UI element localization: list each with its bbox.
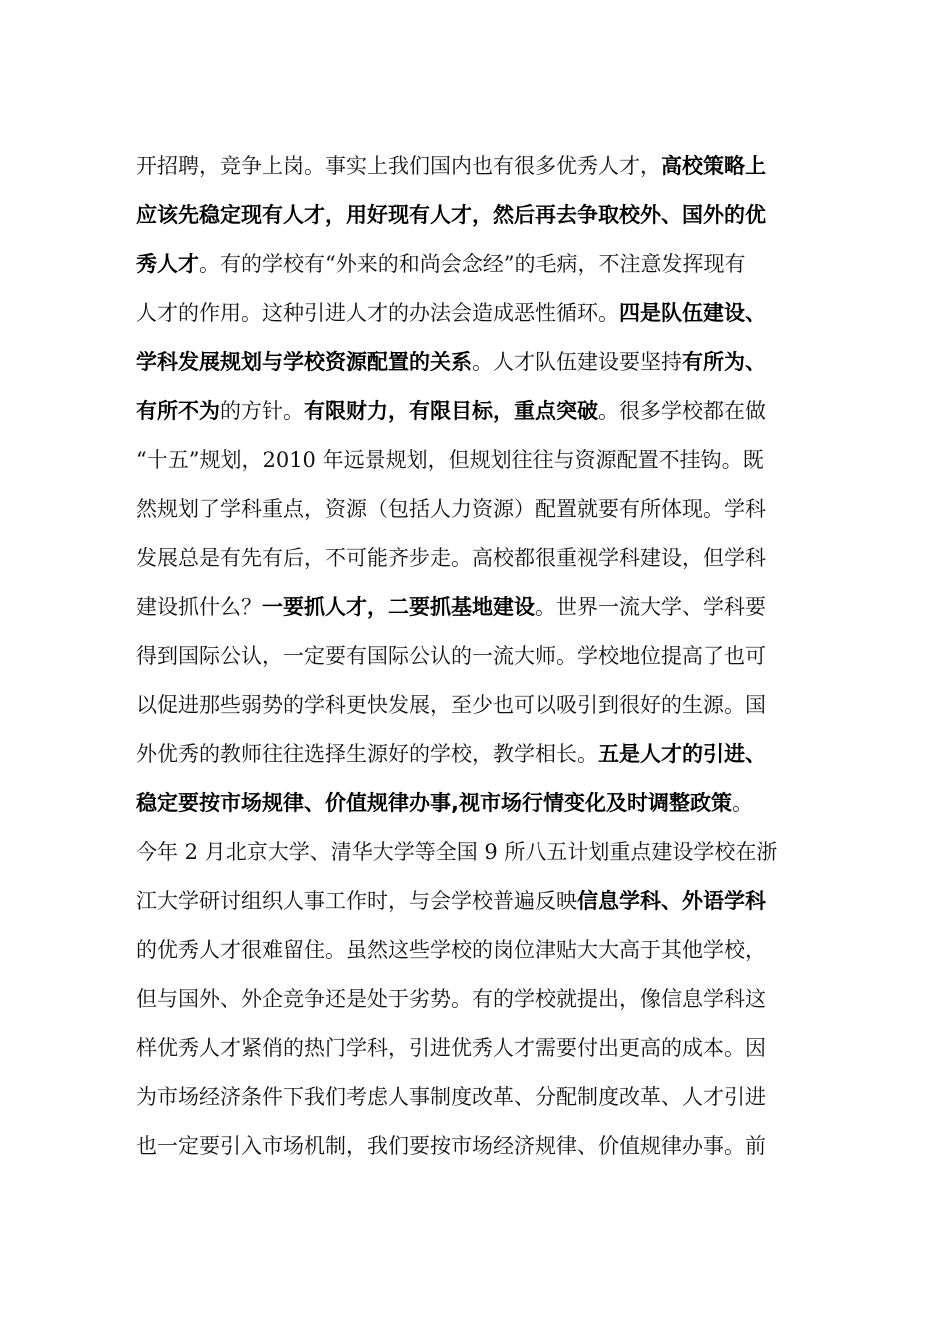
bold-text-run: 有所不为 — [136, 399, 220, 423]
text-line — [136, 877, 826, 926]
text-run: 外优秀的教师往往选择生源好的学校，教学相长。 — [136, 742, 598, 766]
text-run: 的优秀人才很难留住。虽然这些学校的岗位津贴大大高于其他学校， — [136, 938, 766, 962]
body-text — [136, 142, 826, 1171]
bold-text-run: 信息学科、外语学科 — [577, 889, 766, 913]
text-line — [136, 289, 826, 338]
bold-text-run: 有所为、 — [682, 350, 766, 374]
text-line — [136, 1024, 826, 1073]
text-run: 江大学研讨组织人事工作时，与会学校普遍反映 — [136, 889, 577, 913]
text-line — [136, 485, 826, 534]
text-run: 。人才队伍建设要坚持 — [472, 350, 682, 374]
text-run: 以促进那些弱势的学科更快发展，至少也可以吸引到很好的生源。国 — [136, 693, 766, 717]
text-line — [136, 142, 826, 191]
text-line — [136, 779, 826, 828]
text-run: 。世界一流大学、学科要 — [535, 595, 766, 619]
text-line — [136, 828, 826, 877]
text-line — [136, 436, 826, 485]
text-line — [136, 926, 826, 975]
text-run: 样优秀人才紧俏的热门学科，引进优秀人才需要付出更高的成本。因 — [136, 1036, 766, 1060]
text-run: 。很多学校都在做 — [598, 399, 766, 423]
text-run: 。 — [731, 791, 753, 815]
text-run: 。有的学校有“外来的和尚会念经”的毛病，不注意发挥现有 — [199, 252, 746, 276]
bold-text-run: 秀人才 — [136, 252, 199, 276]
text-run: 得到国际公认，一定要有国际公认的一流大师。学校地位提高了也可 — [136, 644, 766, 668]
text-run: 的方针。 — [220, 399, 304, 423]
text-run: 也一定要引入市场机制，我们要按市场经济规律、价值规律办事。前 — [136, 1134, 766, 1158]
text-line — [136, 191, 826, 240]
text-line — [136, 240, 826, 289]
bold-text-run: 四是队伍建设、 — [619, 301, 766, 325]
text-run: 发展总是有先有后，不可能齐步走。高校都很重视学科建设，但学科 — [136, 546, 766, 570]
bold-text-run: 有限财力，有限目标，重点突破 — [304, 399, 598, 423]
text-line — [136, 975, 826, 1024]
text-run: 建设抓什么？ — [136, 595, 262, 619]
text-run: “十五”规划，2010 年远景规划，但规划往往与资源配置不挂钩。既 — [136, 448, 764, 472]
bold-text-run: 一要抓人才，二要抓基地建设 — [262, 595, 535, 619]
text-line — [136, 1122, 826, 1171]
text-line — [136, 534, 826, 583]
bold-text-run: 五是人才的引进、 — [598, 742, 766, 766]
text-line — [136, 1073, 826, 1122]
text-run: 为市场经济条件下我们考虑人事制度改革、分配制度改革、人才引进 — [136, 1085, 766, 1109]
text-run: 开招聘，竞争上岗。事实上我们国内也有很多优秀人才， — [136, 154, 661, 178]
text-line — [136, 338, 826, 387]
bold-text-run: 学科发展规划与学校资源配置的关系 — [136, 350, 472, 374]
text-line — [136, 730, 826, 779]
bold-text-run: 应该先稳定现有人才，用好现有人才，然后再去争取校外、国外的优 — [136, 203, 766, 227]
bold-text-run: 稳定要按市场规律、价值规律办事,视市场行情变化及时调整政策 — [136, 791, 732, 815]
text-run: 然规划了学科重点，资源（包括人力资源）配置就要有所体现。学科 — [136, 497, 766, 521]
bold-text-run: 高校策略上 — [661, 154, 766, 178]
text-line — [136, 583, 826, 632]
text-run: 人才的作用。这种引进人才的办法会造成恶性循环。 — [136, 301, 619, 325]
text-line — [136, 387, 826, 436]
text-line — [136, 681, 826, 730]
text-run: 但与国外、外企竞争还是处于劣势。有的学校就提出，像信息学科这 — [136, 987, 766, 1011]
text-line — [136, 632, 826, 681]
text-run: 今年 2 月北京大学、清华大学等全国 9 所八五计划重点建设学校在浙 — [136, 840, 778, 864]
